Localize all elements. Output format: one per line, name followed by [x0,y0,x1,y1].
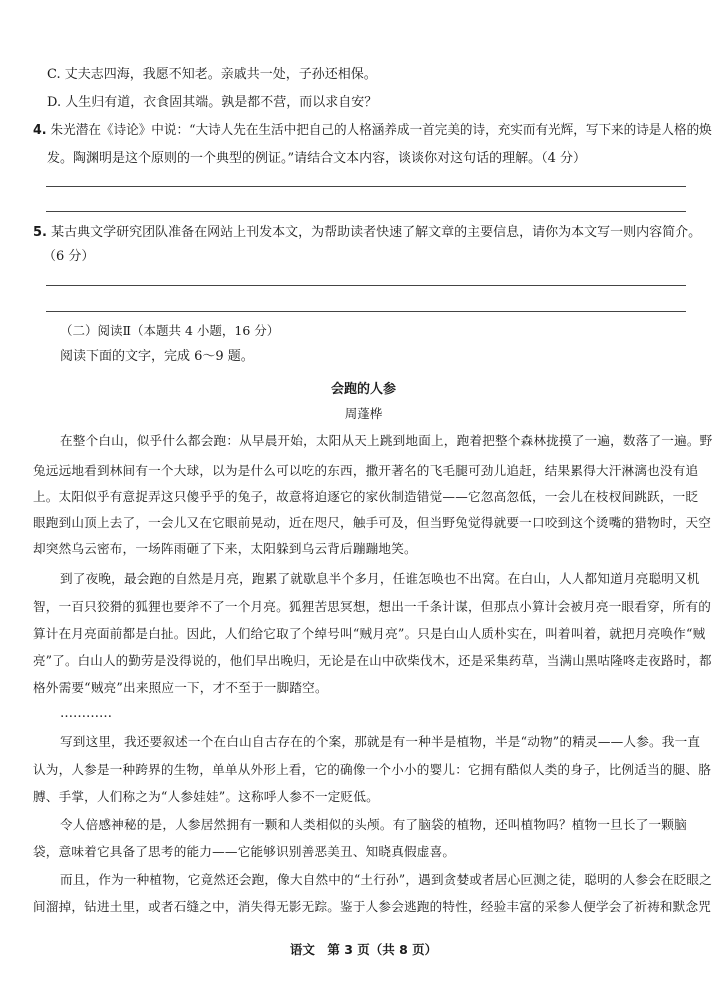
paragraph-1-line: 在整个白山，似乎什么都会跑：从早晨开始，太阳从天上跳到地面上，跑着把整个森林拢摸了一遍，数落了一遍。野 [60,433,713,448]
question-4-line2: 发。陶渊明是这个原则的一个典型的例证。”请结合文本内容，谈谈你对这句话的理解。（4 分） [47,151,587,166]
paragraph-3-line: 写到这里，我还要叙述一个在白山自古存在的个案，那就是有一种半是植物，半是“动物”的精灵——人参。我一直 [60,734,701,749]
paragraph-3-line: 膊、手掌，人们称之为“人参娃娃”。这称呼人参不一定贬低。 [33,789,379,804]
paragraph-1-line: 兔远远地看到林间有一个大球，以为是什么可以吃的东西，撒开著名的飞毛腿可劲儿追赶，结果累得大汗淋漓也没有追 [33,463,699,478]
option-d: D. 人生归有道，衣食固其端。孰是都不营，而以求自安？ [47,95,378,110]
option-c: C. 丈夫志四海，我愿不知老。亲戚共一处，子孙还相保。 [47,67,377,82]
ellipsis: ………… [60,706,112,721]
paragraph-3-line: 认为，人参是一种跨界的生物，单单从外形上看，它的确像一个小小的婴儿：它拥有酷似人类的身子，比例适当的腿、胳 [33,762,712,777]
paragraph-2-line: 格外需要“贼亮”出来照应一下，才不至于一脚踏空。 [33,680,328,695]
paragraph-2-line: 智，一百只狡猾的狐狸也要斧不了一个月亮。狐狸苦思冥想，想出一千条计谋，但那点小算计会被月亮一眼看穿，所有的 [33,599,712,614]
question-5 [33,224,701,242]
answer-line[interactable] [46,311,686,312]
question-4 [33,122,712,140]
paragraph-2-line: 算计在月亮面前都是白扯。因此，人们给它取了个绰号叫“贼月亮”。只是白山人质朴实在，叫着叫着，就把月亮唤作“贼 [33,626,706,641]
paragraph-1-line: 眼跑到山顶上去了，一会儿又在它眼前晃动，近在咫尺，触手可及，但当野兔觉得就要一口咬到这个烫嘴的猎物时，天空 [33,515,712,530]
paragraph-4-line: 令人倍感神秘的是，人参居然拥有一颗和人类相似的头颅。有了脑袋的植物，还叫植物吗？植物一旦长了一颗脑 [60,817,687,832]
paragraph-4-line: 袋，意味着它具备了思考的能力——它能够识别善恶美丑、知晓真假虚喜。 [33,844,456,859]
paragraph-2-line: 亮”了。白山人的勤劳是没得说的，他们早出晚归，无论是在山中砍柴伐木，还是采集药草，当满山黑咕隆咚走夜路时，都 [33,653,712,668]
answer-line[interactable] [46,285,686,286]
question-4-number: 4. [33,123,47,138]
section-header: （二）阅读Ⅱ（本题共 4 小题，16 分） [60,323,280,338]
question-5-line1: 某古典文学研究团队准备在网站上刊发本文，为帮助读者快速了解文章的主要信息，请你为本文写一则内容简介。 [51,225,702,240]
paragraph-2-line: 到了夜晚，最会跑的自然是月亮，跑累了就歇息半个多月，任谁怎唤也不出窝。在白山，人人都知道月亮聪明又机 [60,571,700,586]
article-author: 周蓬桦 [344,406,383,421]
paragraph-1-line: 上。太阳似乎有意捉弄这只傻乎乎的兔子，故意将迫逐它的家伙制造错觉——它忽高忽低，一会儿在枝杈间跳跃，一眨 [33,489,699,504]
paragraph-5-line: 间溜掉，钻进土里，或者石缝之中，消失得无影无踪。鉴于人参会逃跑的特性，经验丰富的采参人便学会了祈祷和默念咒 [33,899,712,914]
answer-line[interactable] [46,186,686,187]
article-title: 会跑的人参 [330,382,396,397]
paragraph-1-line: 却突然乌云密布，一场阵雨砸了下来，太阳躲到乌云背后蹦蹦地笑。 [33,541,417,556]
question-5-number: 5. [33,225,47,240]
page-footer: 语文 第 3 页（共 8 页） [289,942,438,957]
section-instruction: 阅读下面的文字，完成 6～9 题。 [60,349,254,364]
paragraph-5-line: 而且，作为一种植物，它竟然还会跑，像大自然中的“土行孙”，遇到贪婪或者居心叵测之徒，聪明的人参会在眨眼之 [60,872,712,887]
question-4-line1: 朱光潜在《诗论》中说：“大诗人先在生活中把自己的人格涵养成一首完美的诗，充实而有光辉，写下来的诗是人格的焕 [50,123,712,138]
answer-line[interactable] [46,211,686,212]
question-5-line2: （6 分） [43,249,95,264]
